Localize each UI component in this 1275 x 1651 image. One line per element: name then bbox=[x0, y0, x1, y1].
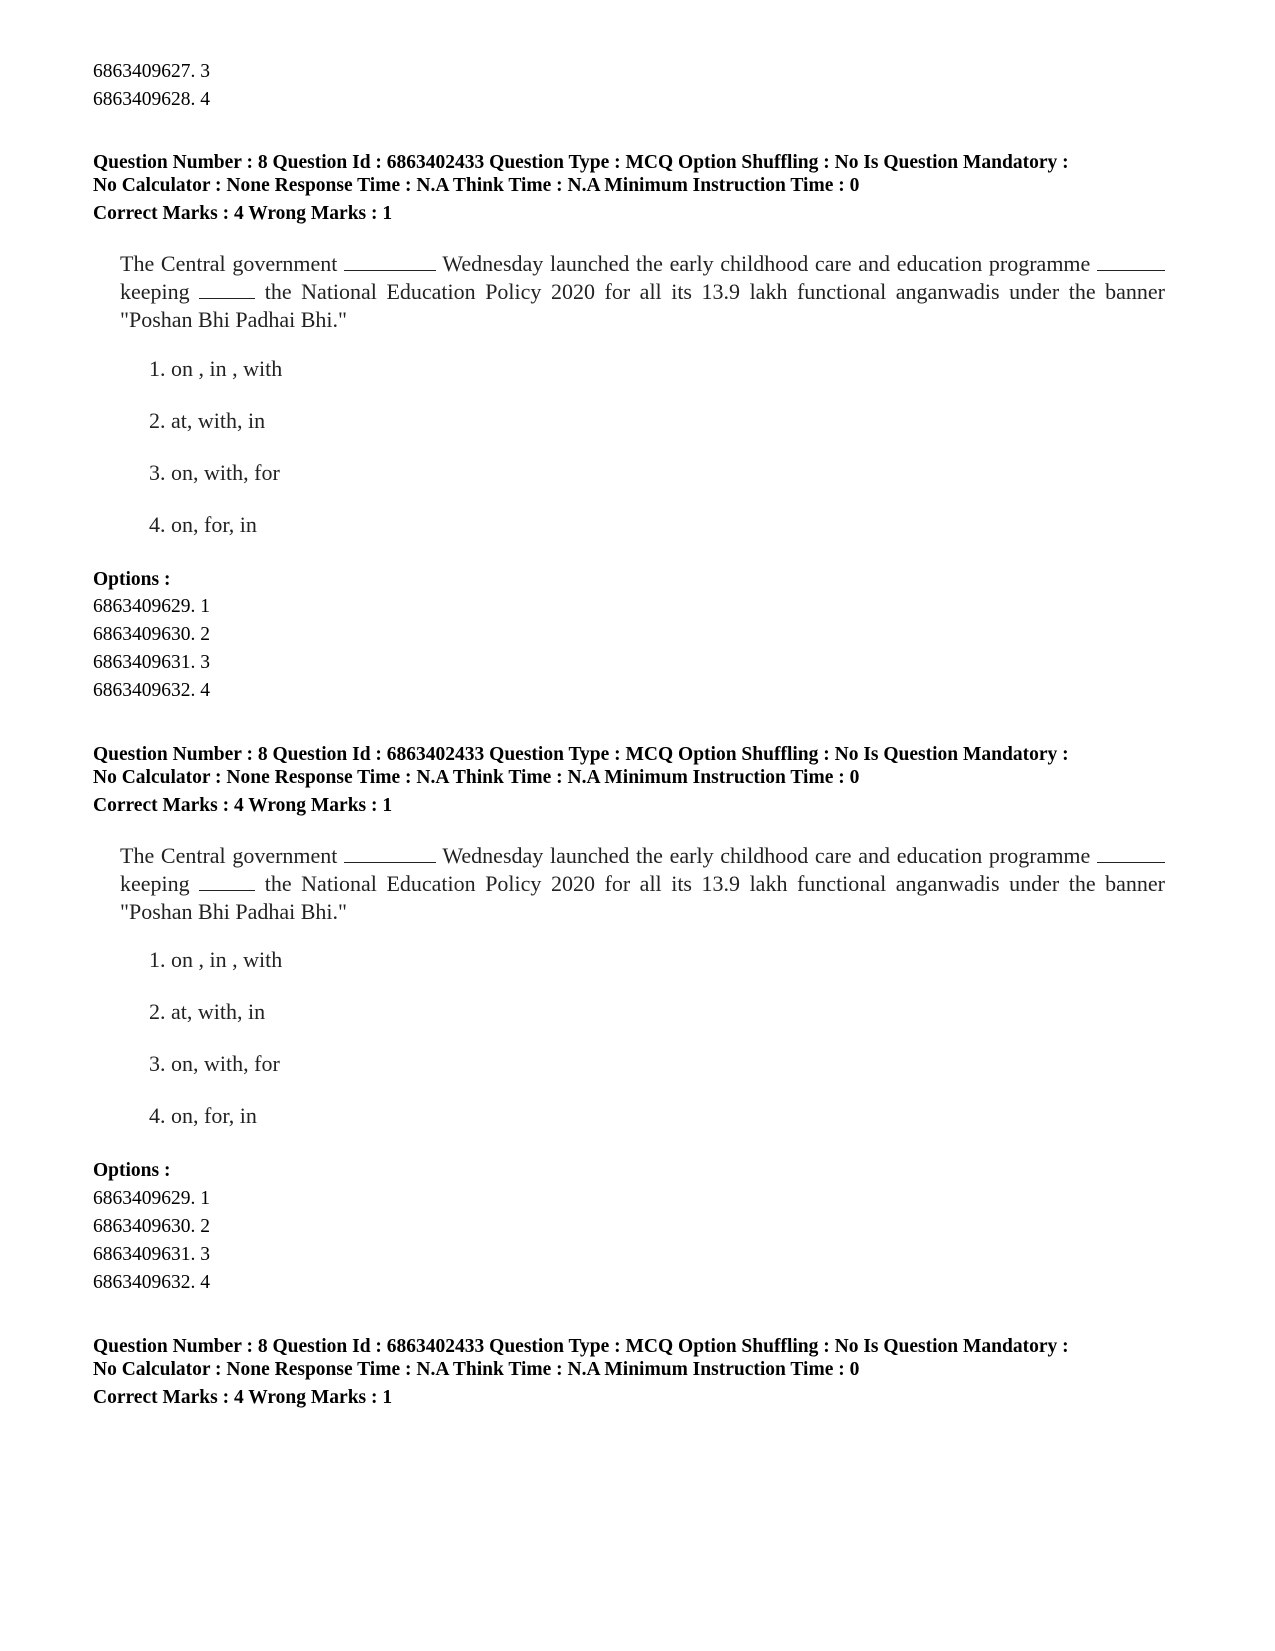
question-text bbox=[120, 842, 1165, 926]
question-text-part: The Central government bbox=[120, 251, 338, 276]
option-line: 6863409627. 3 bbox=[93, 61, 210, 82]
question-text bbox=[120, 250, 1165, 334]
question-header-line1: Question Number : 8 Question Id : 6863402433 Question Type : MCQ Option Shuffling : No Is Question Mandatory : bbox=[93, 1336, 1069, 1357]
option-line: 6863409631. 3 bbox=[93, 1244, 210, 1265]
answer-blank bbox=[1097, 252, 1165, 271]
question-header-line1: Question Number : 8 Question Id : 6863402433 Question Type : MCQ Option Shuffling : No Is Question Mandatory : bbox=[93, 152, 1069, 173]
question-text-part: keeping bbox=[120, 279, 190, 304]
question-marks: Correct Marks : 4 Wrong Marks : 1 bbox=[93, 1387, 393, 1408]
question-header-line2: No Calculator : None Response Time : N.A Think Time : N.A Minimum Instruction Time : 0 bbox=[93, 1359, 860, 1380]
option-line: 6863409629. 1 bbox=[93, 596, 210, 617]
option-line: 6863409632. 4 bbox=[93, 1272, 210, 1293]
option-line: 6863409630. 2 bbox=[93, 624, 210, 645]
option-line: 6863409628. 4 bbox=[93, 89, 210, 110]
choice-item: 3. on, with, for bbox=[149, 1051, 280, 1076]
options-label: Options : bbox=[93, 569, 171, 590]
question-marks: Correct Marks : 4 Wrong Marks : 1 bbox=[93, 203, 393, 224]
answer-blank bbox=[344, 252, 436, 271]
option-line: 6863409629. 1 bbox=[93, 1188, 210, 1209]
choice-item: 2. at, with, in bbox=[149, 999, 266, 1024]
answer-blank bbox=[199, 872, 255, 891]
question-text-part: Wednesday launched the early childhood care and education programme bbox=[442, 251, 1091, 276]
question-text-part: Wednesday launched the early childhood care and education programme bbox=[442, 843, 1091, 868]
answer-blank bbox=[199, 280, 255, 299]
choice-item: 2. at, with, in bbox=[149, 408, 266, 433]
options-label: Options : bbox=[93, 1160, 171, 1181]
question-text-part: keeping bbox=[120, 871, 190, 896]
question-text-part: the National Education Policy 2020 for all its 13.9 lakh functional anganwadis under the banner "Poshan Bhi Padhai Bhi." bbox=[120, 871, 1166, 924]
question-text-part: The Central government bbox=[120, 843, 338, 868]
question-header-line2: No Calculator : None Response Time : N.A Think Time : N.A Minimum Instruction Time : 0 bbox=[93, 175, 860, 196]
choice-item: 1. on , in , with bbox=[149, 356, 283, 381]
question-header-line2: No Calculator : None Response Time : N.A Think Time : N.A Minimum Instruction Time : 0 bbox=[93, 767, 860, 788]
option-line: 6863409632. 4 bbox=[93, 680, 210, 701]
choice-item: 4. on, for, in bbox=[149, 1103, 257, 1128]
answer-blank bbox=[344, 844, 436, 863]
option-line: 6863409631. 3 bbox=[93, 652, 210, 673]
choice-item: 3. on, with, for bbox=[149, 460, 280, 485]
question-marks: Correct Marks : 4 Wrong Marks : 1 bbox=[93, 795, 393, 816]
question-text-part: the National Education Policy 2020 for all its 13.9 lakh functional anganwadis under the banner "Poshan Bhi Padhai Bhi." bbox=[120, 279, 1166, 332]
choice-item: 1. on , in , with bbox=[149, 947, 283, 972]
choice-item: 4. on, for, in bbox=[149, 512, 257, 537]
option-line: 6863409630. 2 bbox=[93, 1216, 210, 1237]
question-header-line1: Question Number : 8 Question Id : 6863402433 Question Type : MCQ Option Shuffling : No Is Question Mandatory : bbox=[93, 744, 1069, 765]
answer-blank bbox=[1097, 844, 1165, 863]
